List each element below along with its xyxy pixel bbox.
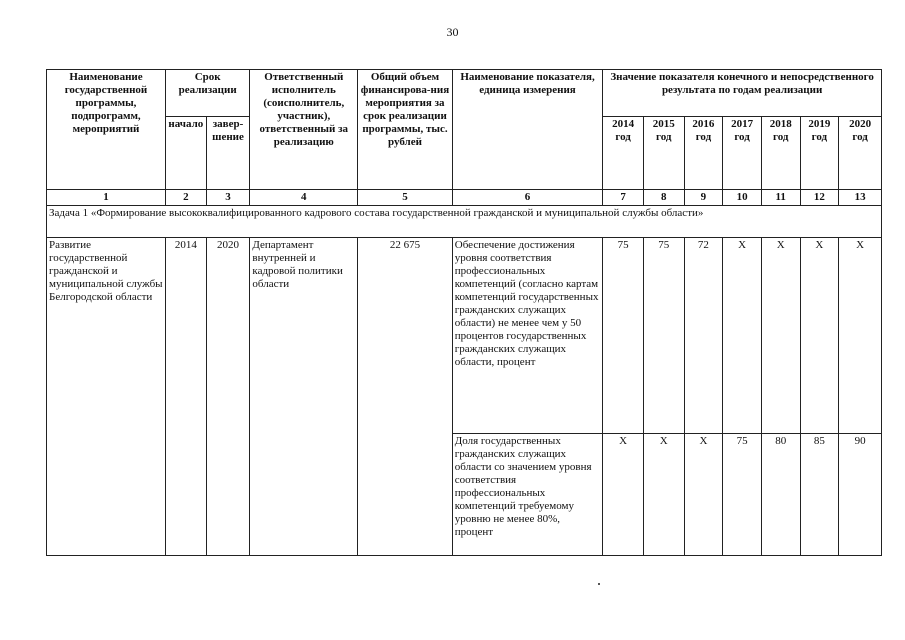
column-number: 2 <box>165 190 206 206</box>
header-financing: Общий объем финансирова-ния мероприятия за срок реализации программы, тыс. рублей <box>358 70 453 190</box>
indicator-2-text: Доля государственных гражданских служащих области со значением уровня соответствия профессиональных компетенций требуемому уровню не менее 80%, процент <box>452 434 603 556</box>
header-year-2016: 2016 год <box>684 117 723 190</box>
entry-financing: 22 675 <box>358 238 453 556</box>
indicator-1-value-2016: 72 <box>684 238 723 434</box>
column-number: 5 <box>358 190 453 206</box>
column-number: 11 <box>761 190 800 206</box>
indicator-2-value-2019: 85 <box>800 434 839 556</box>
indicator-1-value-2019: X <box>800 238 839 434</box>
scan-speck <box>598 583 600 585</box>
indicator-2-value-2014: X <box>603 434 644 556</box>
indicator-2-value-2016: X <box>684 434 723 556</box>
column-number: 12 <box>800 190 839 206</box>
header-indicator: Наименование показателя, единица измерения <box>452 70 603 190</box>
header-year-2017: 2017 год <box>723 117 762 190</box>
column-number: 7 <box>603 190 644 206</box>
indicator-2-value-2017: 75 <box>723 434 762 556</box>
indicator-1-value-2020: X <box>839 238 882 434</box>
entry-responsible: Департамент внутренней и кадровой политики области <box>250 238 358 556</box>
column-numbers-row <box>47 190 882 206</box>
indicator-1-value-2015: 75 <box>643 238 684 434</box>
indicator-2-value-2015: X <box>643 434 684 556</box>
header-year-2019: 2019 год <box>800 117 839 190</box>
header-term: Срок реализации <box>165 70 249 117</box>
header-year-2020: 2020 год <box>839 117 882 190</box>
indicator-2-value-2020: 90 <box>839 434 882 556</box>
header-program-name: Наименование государственной программы, подпрограмм, мероприятий <box>47 70 166 190</box>
header-year-2015: 2015 год <box>643 117 684 190</box>
entry-name: Развитие государственной гражданской и муниципальной службы Белгородской области <box>47 238 166 556</box>
column-number: 8 <box>643 190 684 206</box>
indicator-1-value-2018: X <box>761 238 800 434</box>
task-row: Задача 1 «Формирование высококвалифицированного кадрового состава государственной гражданской и муниципальной службы области» <box>47 206 882 238</box>
page-number: 30 <box>446 25 459 39</box>
column-number: 13 <box>839 190 882 206</box>
column-number: 1 <box>47 190 166 206</box>
entry-start: 2014 <box>165 238 206 556</box>
indicator-1-text: Обеспечение достижения уровня соответствия профессиональных компетенций (согласно картам компетенций государственных гражданских служащих области) не менее чем у 50 процентов государственных гражданских служащих области, процент <box>452 238 603 434</box>
column-number: 6 <box>452 190 603 206</box>
header-term-start: начало <box>165 117 206 190</box>
entry-end: 2020 <box>206 238 250 556</box>
header-values-group: Значение показателя конечного и непосредственного результата по годам реализации <box>603 70 882 117</box>
column-number: 9 <box>684 190 723 206</box>
header-year-2018: 2018 год <box>761 117 800 190</box>
header-term-end: завер-шение <box>206 117 250 190</box>
indicator-1-value-2014: 75 <box>603 238 644 434</box>
indicator-1-value-2017: X <box>723 238 762 434</box>
column-number: 4 <box>250 190 358 206</box>
column-number: 3 <box>206 190 250 206</box>
header-year-2014: 2014 год <box>603 117 644 190</box>
indicator-2-value-2018: 80 <box>761 434 800 556</box>
column-number: 10 <box>723 190 762 206</box>
indicators-table <box>46 69 882 556</box>
header-responsible: Ответственный исполнитель (соисполнитель, участник), ответственный за реализацию <box>250 70 358 190</box>
